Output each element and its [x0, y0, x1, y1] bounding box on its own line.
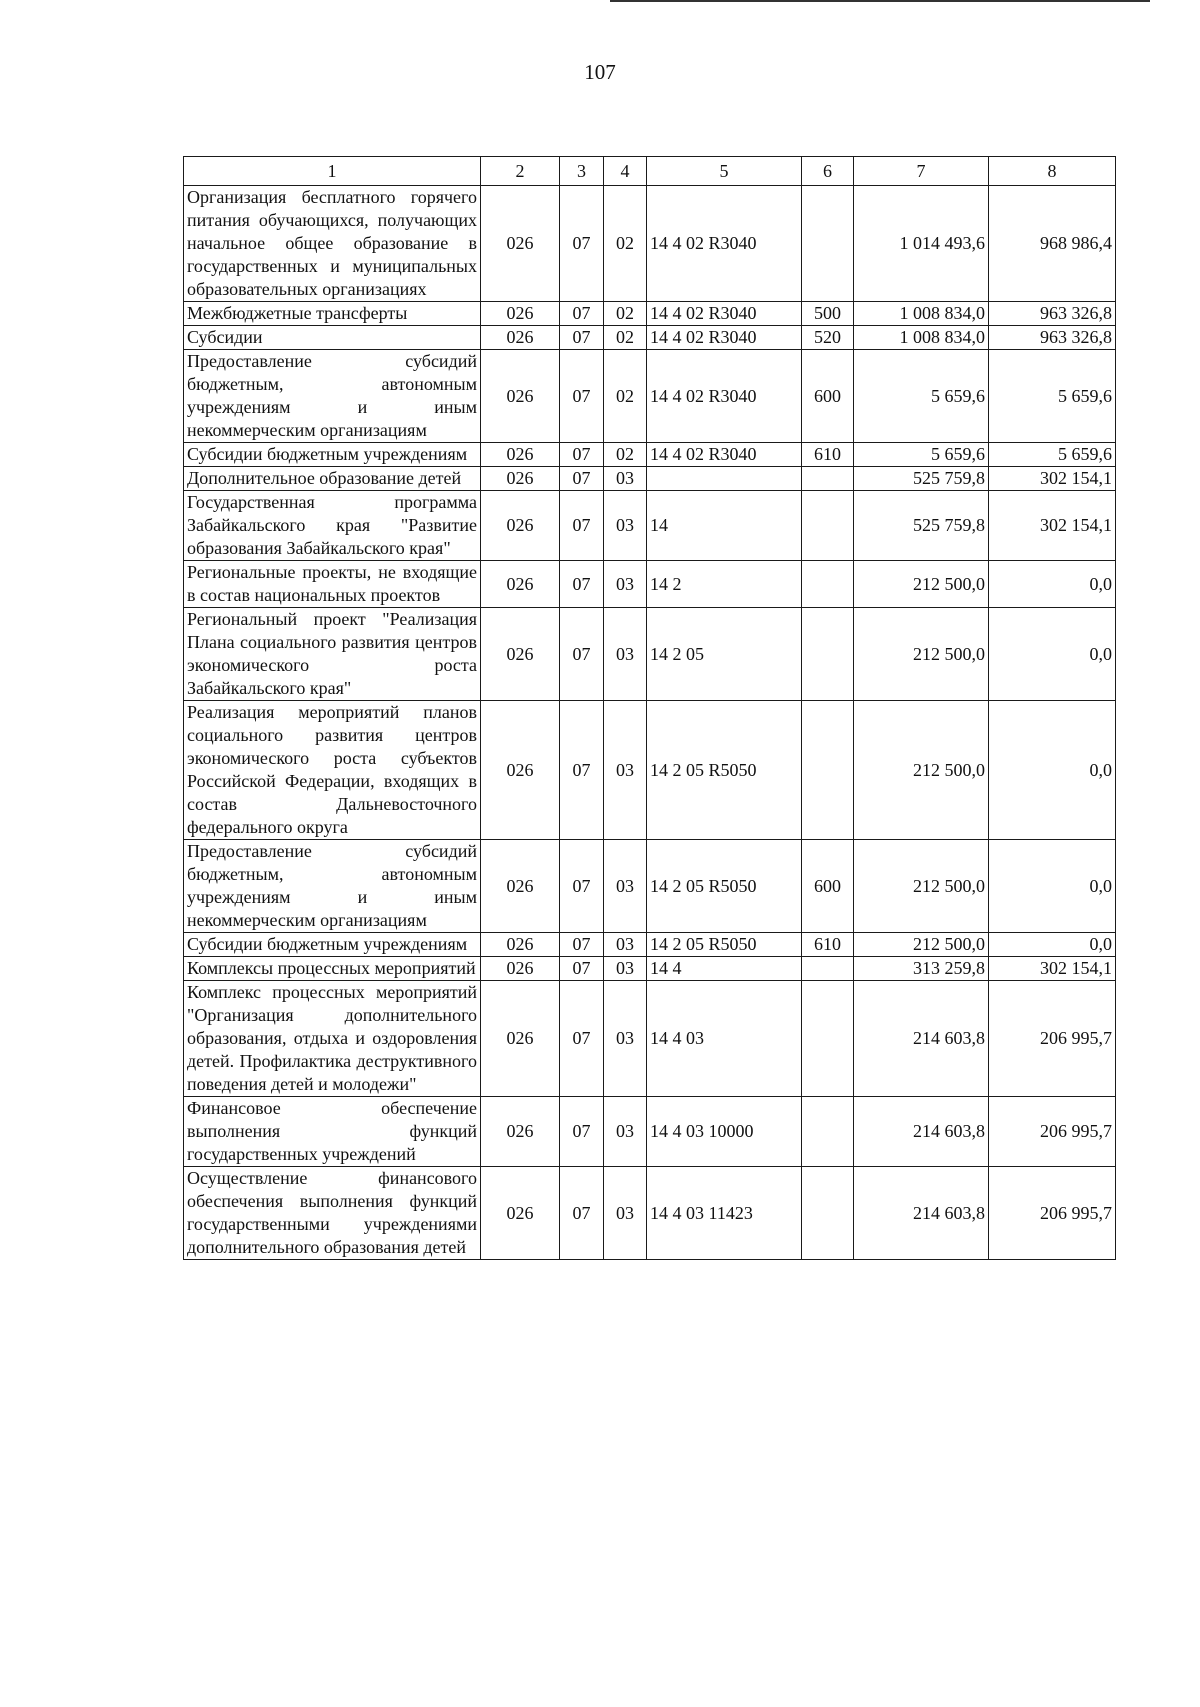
amount-col-8: 206 995,7 — [989, 1167, 1116, 1260]
ministry-code: 026 — [481, 1167, 560, 1260]
section-code: 07 — [560, 491, 604, 561]
section-code: 07 — [560, 326, 604, 350]
expense-type-code — [802, 186, 854, 302]
section-code: 07 — [560, 1097, 604, 1167]
subsection-code: 03 — [604, 957, 647, 981]
amount-col-7: 1 008 834,0 — [854, 326, 989, 350]
expense-type-code — [802, 1167, 854, 1260]
target-article-code: 14 4 02 R3040 — [647, 350, 802, 443]
ministry-code: 026 — [481, 186, 560, 302]
amount-col-8: 0,0 — [989, 840, 1116, 933]
amount-col-7: 212 500,0 — [854, 561, 989, 608]
amount-col-8: 963 326,8 — [989, 326, 1116, 350]
row-name: Межбюджетные трансферты — [184, 302, 481, 326]
amount-col-7: 214 603,8 — [854, 1167, 989, 1260]
table-row — [184, 326, 1116, 350]
column-header: 7 — [854, 157, 989, 186]
amount-col-8: 206 995,7 — [989, 1097, 1116, 1167]
subsection-code: 03 — [604, 840, 647, 933]
amount-col-7: 525 759,8 — [854, 467, 989, 491]
page-number: 107 — [584, 60, 616, 84]
section-code: 07 — [560, 840, 604, 933]
column-header: 5 — [647, 157, 802, 186]
section-code: 07 — [560, 467, 604, 491]
section-code: 07 — [560, 302, 604, 326]
amount-col-7: 1 014 493,6 — [854, 186, 989, 302]
table-row — [184, 1097, 1116, 1167]
subsection-code: 03 — [604, 1167, 647, 1260]
ministry-code: 026 — [481, 840, 560, 933]
target-article-code: 14 4 03 — [647, 981, 802, 1097]
column-header: 8 — [989, 157, 1116, 186]
column-header: 1 — [184, 157, 481, 186]
ministry-code: 026 — [481, 350, 560, 443]
target-article-code: 14 2 — [647, 561, 802, 608]
row-name: Осуществление финансового обеспечения выполнения функций государственными учреждениями дополнительного образования детей — [184, 1167, 481, 1260]
row-name: Предоставление субсидий бюджетным, автономным учреждениям и иным некоммерческим организациям — [184, 840, 481, 933]
amount-col-8: 0,0 — [989, 933, 1116, 957]
expense-type-code: 520 — [802, 326, 854, 350]
amount-col-8: 968 986,4 — [989, 186, 1116, 302]
ministry-code: 026 — [481, 491, 560, 561]
target-article-code: 14 2 05 R5050 — [647, 840, 802, 933]
ministry-code: 026 — [481, 608, 560, 701]
expense-type-code — [802, 981, 854, 1097]
table-row — [184, 467, 1116, 491]
table-row — [184, 186, 1116, 302]
amount-col-8: 963 326,8 — [989, 302, 1116, 326]
table-row — [184, 491, 1116, 561]
table-row — [184, 350, 1116, 443]
subsection-code: 02 — [604, 302, 647, 326]
subsection-code: 03 — [604, 1097, 647, 1167]
expense-type-code — [802, 701, 854, 840]
subsection-code: 03 — [604, 933, 647, 957]
table-row — [184, 981, 1116, 1097]
section-code: 07 — [560, 608, 604, 701]
ministry-code: 026 — [481, 701, 560, 840]
target-article-code — [647, 467, 802, 491]
expense-type-code: 610 — [802, 443, 854, 467]
amount-col-8: 206 995,7 — [989, 981, 1116, 1097]
amount-col-8: 0,0 — [989, 701, 1116, 840]
expense-type-code — [802, 608, 854, 701]
section-code: 07 — [560, 981, 604, 1097]
amount-col-7: 214 603,8 — [854, 1097, 989, 1167]
expense-type-code — [802, 957, 854, 981]
row-name: Комплекс процессных мероприятий "Организация дополнительного образования, отдыха и оздоровления детей. Профилактика деструктивного поведения детей и молодежи" — [184, 981, 481, 1097]
column-header: 3 — [560, 157, 604, 186]
subsection-code: 03 — [604, 561, 647, 608]
ministry-code: 026 — [481, 443, 560, 467]
section-code: 07 — [560, 443, 604, 467]
ministry-code: 026 — [481, 302, 560, 326]
row-name: Субсидии — [184, 326, 481, 350]
row-name: Предоставление субсидий бюджетным, автономным учреждениям и иным некоммерческим организациям — [184, 350, 481, 443]
ministry-code: 026 — [481, 561, 560, 608]
amount-col-8: 0,0 — [989, 561, 1116, 608]
ministry-code: 026 — [481, 467, 560, 491]
amount-col-8: 302 154,1 — [989, 467, 1116, 491]
subsection-code: 03 — [604, 701, 647, 840]
subsection-code: 03 — [604, 491, 647, 561]
table-row — [184, 957, 1116, 981]
expense-type-code: 610 — [802, 933, 854, 957]
row-name: Субсидии бюджетным учреждениям — [184, 443, 481, 467]
expense-type-code: 600 — [802, 840, 854, 933]
column-header: 4 — [604, 157, 647, 186]
row-name: Комплексы процессных мероприятий — [184, 957, 481, 981]
row-name: Организация бесплатного горячего питания обучающихся, получающих начальное общее образование в государственных и муниципальных образовательных организациях — [184, 186, 481, 302]
expense-type-code — [802, 467, 854, 491]
section-code: 07 — [560, 957, 604, 981]
section-code: 07 — [560, 561, 604, 608]
amount-col-7: 212 500,0 — [854, 608, 989, 701]
section-code: 07 — [560, 350, 604, 443]
subsection-code: 02 — [604, 326, 647, 350]
expense-type-code — [802, 561, 854, 608]
target-article-code: 14 4 02 R3040 — [647, 443, 802, 467]
table-row — [184, 840, 1116, 933]
section-code: 07 — [560, 186, 604, 302]
target-article-code: 14 4 02 R3040 — [647, 302, 802, 326]
amount-col-7: 212 500,0 — [854, 840, 989, 933]
subsection-code: 03 — [604, 981, 647, 1097]
amount-col-7: 212 500,0 — [854, 933, 989, 957]
target-article-code: 14 4 02 R3040 — [647, 326, 802, 350]
row-name: Государственная программа Забайкальского края "Развитие образования Забайкальского края" — [184, 491, 481, 561]
row-name: Субсидии бюджетным учреждениям — [184, 933, 481, 957]
table-row — [184, 302, 1116, 326]
row-name: Реализация мероприятий планов социального развития центров экономического роста субъектов Российской Федерации, входящих в состав Дальневосточного федерального округа — [184, 701, 481, 840]
table-row — [184, 1167, 1116, 1260]
row-name: Финансовое обеспечение выполнения функций государственных учреждений — [184, 1097, 481, 1167]
amount-col-8: 5 659,6 — [989, 350, 1116, 443]
amount-col-7: 214 603,8 — [854, 981, 989, 1097]
ministry-code: 026 — [481, 957, 560, 981]
subsection-code: 03 — [604, 467, 647, 491]
column-header: 2 — [481, 157, 560, 186]
expense-type-code — [802, 1097, 854, 1167]
ministry-code: 026 — [481, 933, 560, 957]
target-article-code: 14 4 03 11423 — [647, 1167, 802, 1260]
top-edge-rule — [610, 0, 1150, 2]
row-name: Дополнительное образование детей — [184, 467, 481, 491]
amount-col-7: 5 659,6 — [854, 443, 989, 467]
expense-type-code: 500 — [802, 302, 854, 326]
amount-col-7: 525 759,8 — [854, 491, 989, 561]
target-article-code: 14 2 05 — [647, 608, 802, 701]
table-row — [184, 701, 1116, 840]
ministry-code: 026 — [481, 981, 560, 1097]
section-code: 07 — [560, 933, 604, 957]
ministry-code: 026 — [481, 326, 560, 350]
expense-type-code — [802, 491, 854, 561]
target-article-code: 14 4 03 10000 — [647, 1097, 802, 1167]
amount-col-7: 5 659,6 — [854, 350, 989, 443]
row-name: Региональный проект "Реализация Плана социального развития центров экономического роста Забайкальского края" — [184, 608, 481, 701]
table-row — [184, 443, 1116, 467]
table-row — [184, 608, 1116, 701]
amount-col-7: 212 500,0 — [854, 701, 989, 840]
budget-table — [183, 156, 1116, 1260]
row-name: Региональные проекты, не входящие в состав национальных проектов — [184, 561, 481, 608]
subsection-code: 02 — [604, 186, 647, 302]
amount-col-8: 5 659,6 — [989, 443, 1116, 467]
table-header-row — [184, 157, 1116, 186]
ministry-code: 026 — [481, 1097, 560, 1167]
table-row — [184, 561, 1116, 608]
target-article-code: 14 4 — [647, 957, 802, 981]
target-article-code: 14 4 02 R3040 — [647, 186, 802, 302]
expense-type-code: 600 — [802, 350, 854, 443]
section-code: 07 — [560, 1167, 604, 1260]
amount-col-7: 313 259,8 — [854, 957, 989, 981]
amount-col-8: 302 154,1 — [989, 491, 1116, 561]
amount-col-8: 302 154,1 — [989, 957, 1116, 981]
subsection-code: 02 — [604, 443, 647, 467]
table-row — [184, 933, 1116, 957]
target-article-code: 14 2 05 R5050 — [647, 701, 802, 840]
target-article-code: 14 2 05 R5050 — [647, 933, 802, 957]
amount-col-7: 1 008 834,0 — [854, 302, 989, 326]
amount-col-8: 0,0 — [989, 608, 1116, 701]
subsection-code: 02 — [604, 350, 647, 443]
column-header: 6 — [802, 157, 854, 186]
target-article-code: 14 — [647, 491, 802, 561]
section-code: 07 — [560, 701, 604, 840]
subsection-code: 03 — [604, 608, 647, 701]
